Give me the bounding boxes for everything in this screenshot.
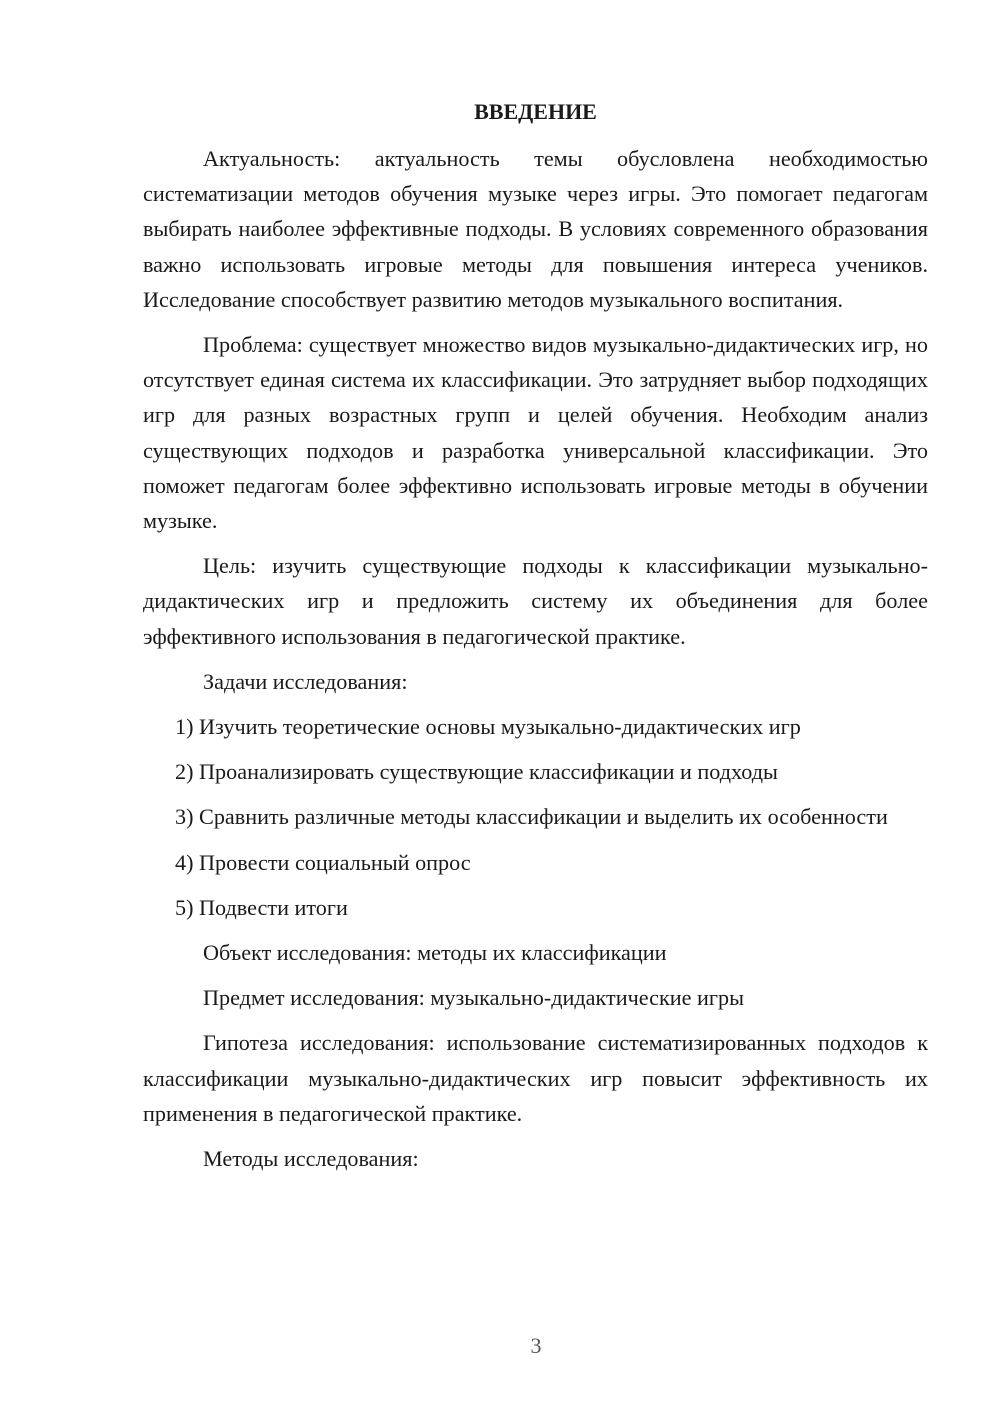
page-number: 3 xyxy=(530,1333,542,1358)
research-object: Объект исследования: методы их классификации xyxy=(203,940,667,966)
task-item: 1) Изучить теоретические основы музыкально-дидактических игр xyxy=(175,714,801,740)
document-page xyxy=(143,94,928,1186)
task-item: 5) Подвести итоги xyxy=(175,894,348,920)
page-title: ВВЕДЕНИЕ xyxy=(474,99,597,124)
task-item: 4) Провести социальный опрос xyxy=(175,849,471,875)
relevance-paragraph: Актуальность: актуальность темы обусловлена необходимостью систематизации методов обучения музыке через игры. Это помогает педагогам выбирать наиболее эффективные подходы. В условиях современного образования важно использовать игровые методы для повышения интереса учеников. Исследование способствует развитию методов музыкального воспитания. xyxy=(143,146,928,312)
goal-paragraph: Цель: изучить существующие подходы к классификации музыкально-дидактических игр и предложить систему их объединения для более эффективного использования в педагогической практике. xyxy=(143,553,928,649)
methods-heading: Методы исследования: xyxy=(203,1146,419,1172)
tasks-heading: Задачи исследования: xyxy=(203,668,408,694)
problem-paragraph: Проблема: существует множество видов музыкально-дидактических игр, но отсутствует единая система их классификации. Это затрудняет выбор подходящих игр для разных возрастных групп и целей обучения. Необходим анализ существующих подходов и разработка универсальной классификации. Это поможет педагогам более эффективно использовать игровые методы в обучении музыке. xyxy=(143,332,928,534)
task-item: 3) Сравнить различные методы классификации и выделить их особенности xyxy=(175,804,888,830)
hypothesis-paragraph: Гипотеза исследования: использование систематизированных подходов к классификации музыкально-дидактических игр повысит эффективность их применения в педагогической практике. xyxy=(143,1030,928,1126)
research-subject: Предмет исследования: музыкально-дидактические игры xyxy=(203,985,744,1011)
task-item: 2) Проанализировать существующие классификации и подходы xyxy=(175,759,778,785)
